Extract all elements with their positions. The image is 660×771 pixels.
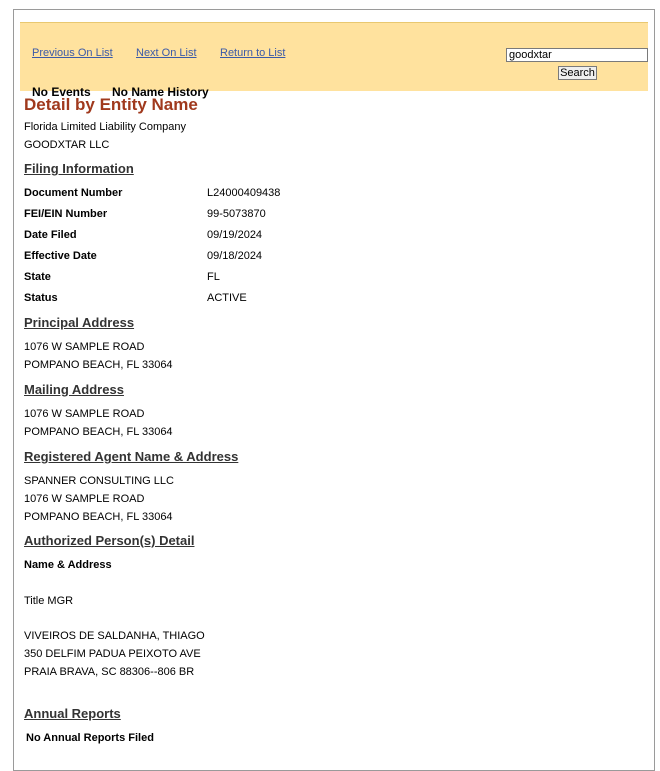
authorized-person-title: Title MGR	[24, 595, 74, 607]
effective-date-value: 09/18/2024	[207, 250, 263, 262]
authorized-person-line: 350 DELFIM PADUA PEIXOTO AVE	[24, 648, 201, 660]
mailing-address-line: POMPANO BEACH, FL 33064	[24, 426, 173, 438]
fei-ein-number-label: FEI/EIN Number	[24, 208, 108, 220]
date-filed-label: Date Filed	[24, 229, 77, 241]
state-label: State	[24, 271, 51, 283]
authorized-person-line: PRAIA BRAVA, SC 88306--806 BR	[24, 666, 195, 678]
registered-agent-heading: Registered Agent Name & Address	[24, 449, 239, 464]
previous-on-list-link[interactable]: Previous On List	[32, 47, 113, 59]
principal-address-line: POMPANO BEACH, FL 33064	[24, 359, 173, 371]
mailing-address-line: 1076 W SAMPLE ROAD	[24, 408, 145, 420]
registered-agent-line: POMPANO BEACH, FL 33064	[24, 511, 173, 523]
no-events-label: No Events	[32, 85, 91, 99]
return-to-list-link[interactable]: Return to List	[220, 47, 286, 59]
authorized-persons-heading: Authorized Person(s) Detail	[24, 533, 195, 548]
detail-frame	[13, 9, 655, 771]
fei-ein-number-value: 99-5073870	[207, 208, 266, 220]
principal-address-line: 1076 W SAMPLE ROAD	[24, 341, 145, 353]
name-address-label: Name & Address	[24, 559, 112, 571]
entity-name: GOODXTAR LLC	[24, 139, 110, 151]
no-annual-reports-label: No Annual Reports Filed	[26, 732, 154, 744]
status-label: Status	[24, 292, 58, 304]
principal-address-heading: Principal Address	[24, 315, 135, 330]
document-number-label: Document Number	[24, 187, 123, 199]
page-title: Detail by Entity Name	[24, 95, 198, 114]
next-on-list-link[interactable]: Next On List	[136, 47, 197, 59]
document-number-value: L24000409438	[207, 187, 281, 199]
filing-information-heading: Filing Information	[24, 161, 134, 176]
registered-agent-line: SPANNER CONSULTING LLC	[24, 475, 174, 487]
search-input[interactable]	[506, 48, 648, 62]
registered-agent-line: 1076 W SAMPLE ROAD	[24, 493, 145, 505]
date-filed-value: 09/19/2024	[207, 229, 263, 241]
annual-reports-heading: Annual Reports	[24, 706, 121, 721]
search-button[interactable]: Search	[558, 66, 597, 80]
state-value: FL	[207, 271, 220, 283]
entity-type: Florida Limited Liability Company	[24, 121, 187, 133]
mailing-address-heading: Mailing Address	[24, 382, 124, 397]
authorized-person-line: VIVEIROS DE SALDANHA, THIAGO	[24, 630, 205, 642]
effective-date-label: Effective Date	[24, 250, 97, 262]
navigation-bar	[20, 22, 648, 99]
status-value: ACTIVE	[207, 292, 247, 304]
no-name-history-label: No Name History	[112, 85, 209, 99]
